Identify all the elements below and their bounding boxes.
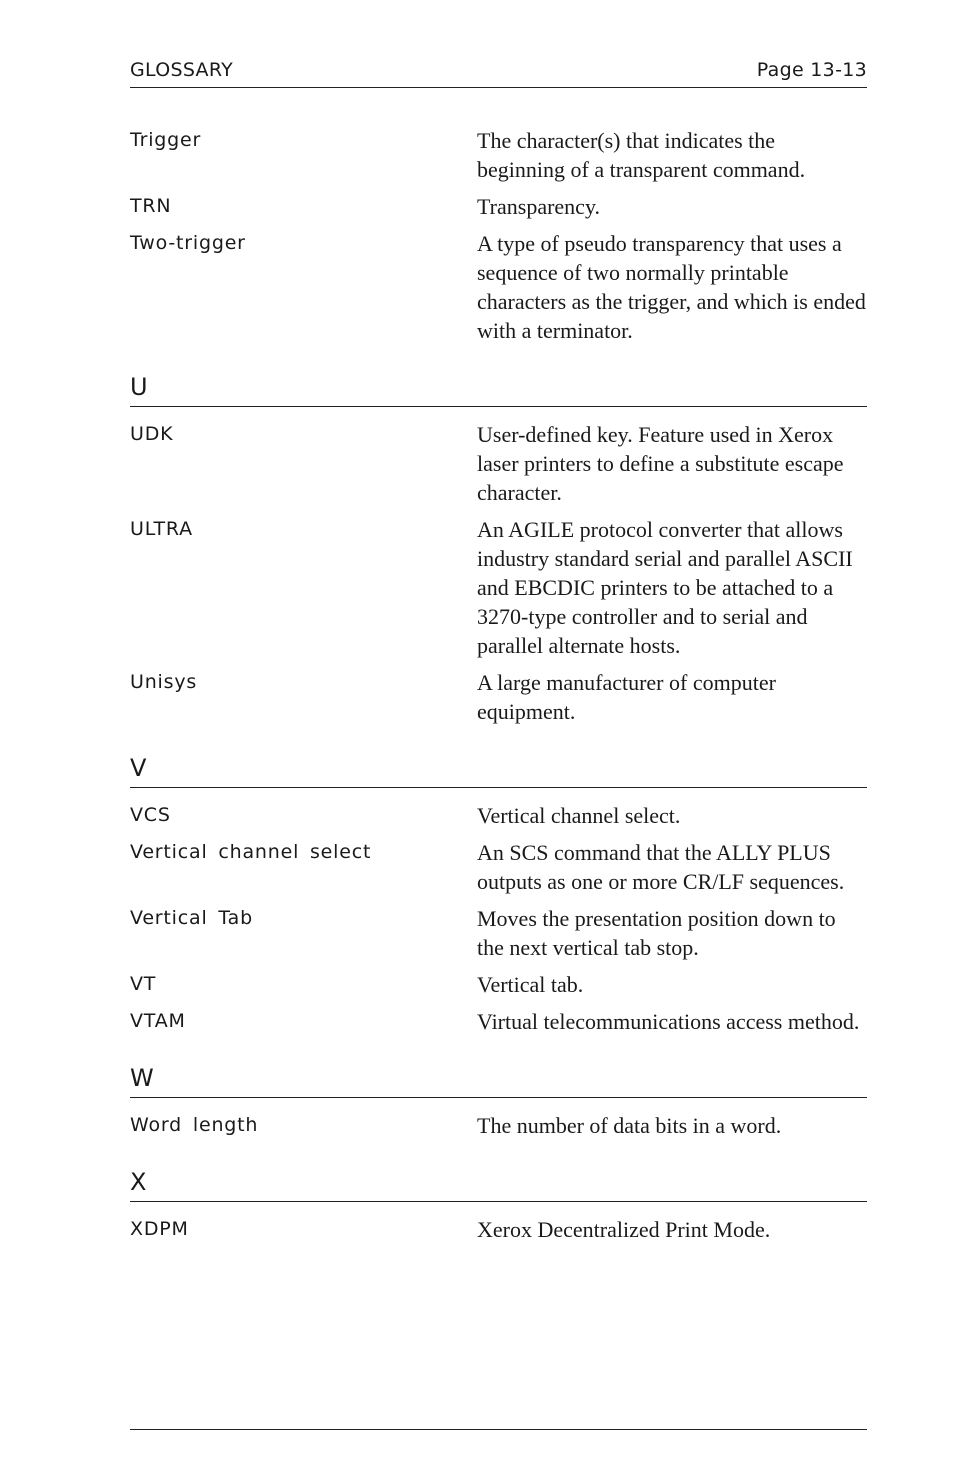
glossary-term: ULTRA bbox=[130, 518, 193, 540]
glossary-term: TRN bbox=[130, 195, 172, 217]
glossary-term: Word length bbox=[130, 1114, 259, 1136]
glossary-definition: Transparency. bbox=[477, 194, 601, 219]
glossary-definition: The character(s) that indicates the beginning of a transparent command. bbox=[477, 128, 806, 182]
glossary-definition: Xerox Decentralized Print Mode. bbox=[477, 1217, 771, 1242]
glossary-content bbox=[130, 126, 867, 1252]
glossary-term: VT bbox=[130, 973, 157, 995]
glossary-term: Trigger bbox=[130, 129, 202, 151]
section-heading-v: V bbox=[130, 754, 867, 788]
glossary-entry-unisys bbox=[130, 668, 867, 726]
glossary-term: VCS bbox=[130, 804, 171, 826]
glossary-page bbox=[130, 0, 867, 1475]
glossary-entry-vcs bbox=[130, 801, 867, 830]
glossary-definition: The number of data bits in a word. bbox=[477, 1113, 782, 1138]
glossary-entry-vertical-channel-select bbox=[130, 838, 867, 896]
header-page-number: Page 13-13 bbox=[756, 59, 867, 81]
section-heading-x: X bbox=[130, 1168, 867, 1202]
glossary-term: Vertical channel select bbox=[130, 841, 372, 863]
glossary-entry-word-length bbox=[130, 1111, 867, 1140]
running-header bbox=[130, 58, 867, 88]
glossary-entry-two-trigger bbox=[130, 229, 867, 345]
glossary-term: UDK bbox=[130, 423, 174, 445]
glossary-term: Unisys bbox=[130, 671, 198, 693]
glossary-definition: Moves the presentation position down to the next vertical tab stop. bbox=[477, 906, 836, 960]
glossary-definition: An AGILE protocol converter that allows industry standard serial and parallel ASCII and EBCDIC printers to be attached to a 3270-type controller and to serial and parallel alternate hosts. bbox=[477, 517, 853, 658]
glossary-entry-xdpm bbox=[130, 1215, 867, 1244]
glossary-term: Two-trigger bbox=[130, 232, 246, 254]
glossary-definition: Vertical channel select. bbox=[477, 803, 681, 828]
glossary-term: XDPM bbox=[130, 1218, 189, 1240]
glossary-entry-trn bbox=[130, 192, 867, 221]
glossary-definition: A type of pseudo transparency that uses a sequence of two normally printable characters as the trigger, and which is ended with a terminator. bbox=[477, 231, 866, 343]
section-heading-w: W bbox=[130, 1064, 867, 1098]
glossary-entry-udk bbox=[130, 420, 867, 507]
glossary-definition: User-defined key. Feature used in Xerox laser printers to define a substitute escape character. bbox=[477, 422, 844, 505]
glossary-definition: Vertical tab. bbox=[477, 972, 584, 997]
glossary-definition: Virtual telecommunications access method. bbox=[477, 1009, 860, 1034]
glossary-entry-vt bbox=[130, 970, 867, 999]
glossary-term: Vertical Tab bbox=[130, 907, 253, 929]
header-section-title: GLOSSARY bbox=[130, 59, 234, 81]
glossary-entry-ultra bbox=[130, 515, 867, 660]
glossary-entry-vtam bbox=[130, 1007, 867, 1036]
glossary-definition: A large manufacturer of computer equipment. bbox=[477, 670, 776, 724]
glossary-entry-trigger bbox=[130, 126, 867, 184]
glossary-definition: An SCS command that the ALLY PLUS outputs as one or more CR/LF sequences. bbox=[477, 840, 845, 894]
section-heading-u: U bbox=[130, 373, 867, 407]
glossary-term: VTAM bbox=[130, 1010, 186, 1032]
glossary-entry-vertical-tab bbox=[130, 904, 867, 962]
footer-divider bbox=[130, 1429, 867, 1430]
